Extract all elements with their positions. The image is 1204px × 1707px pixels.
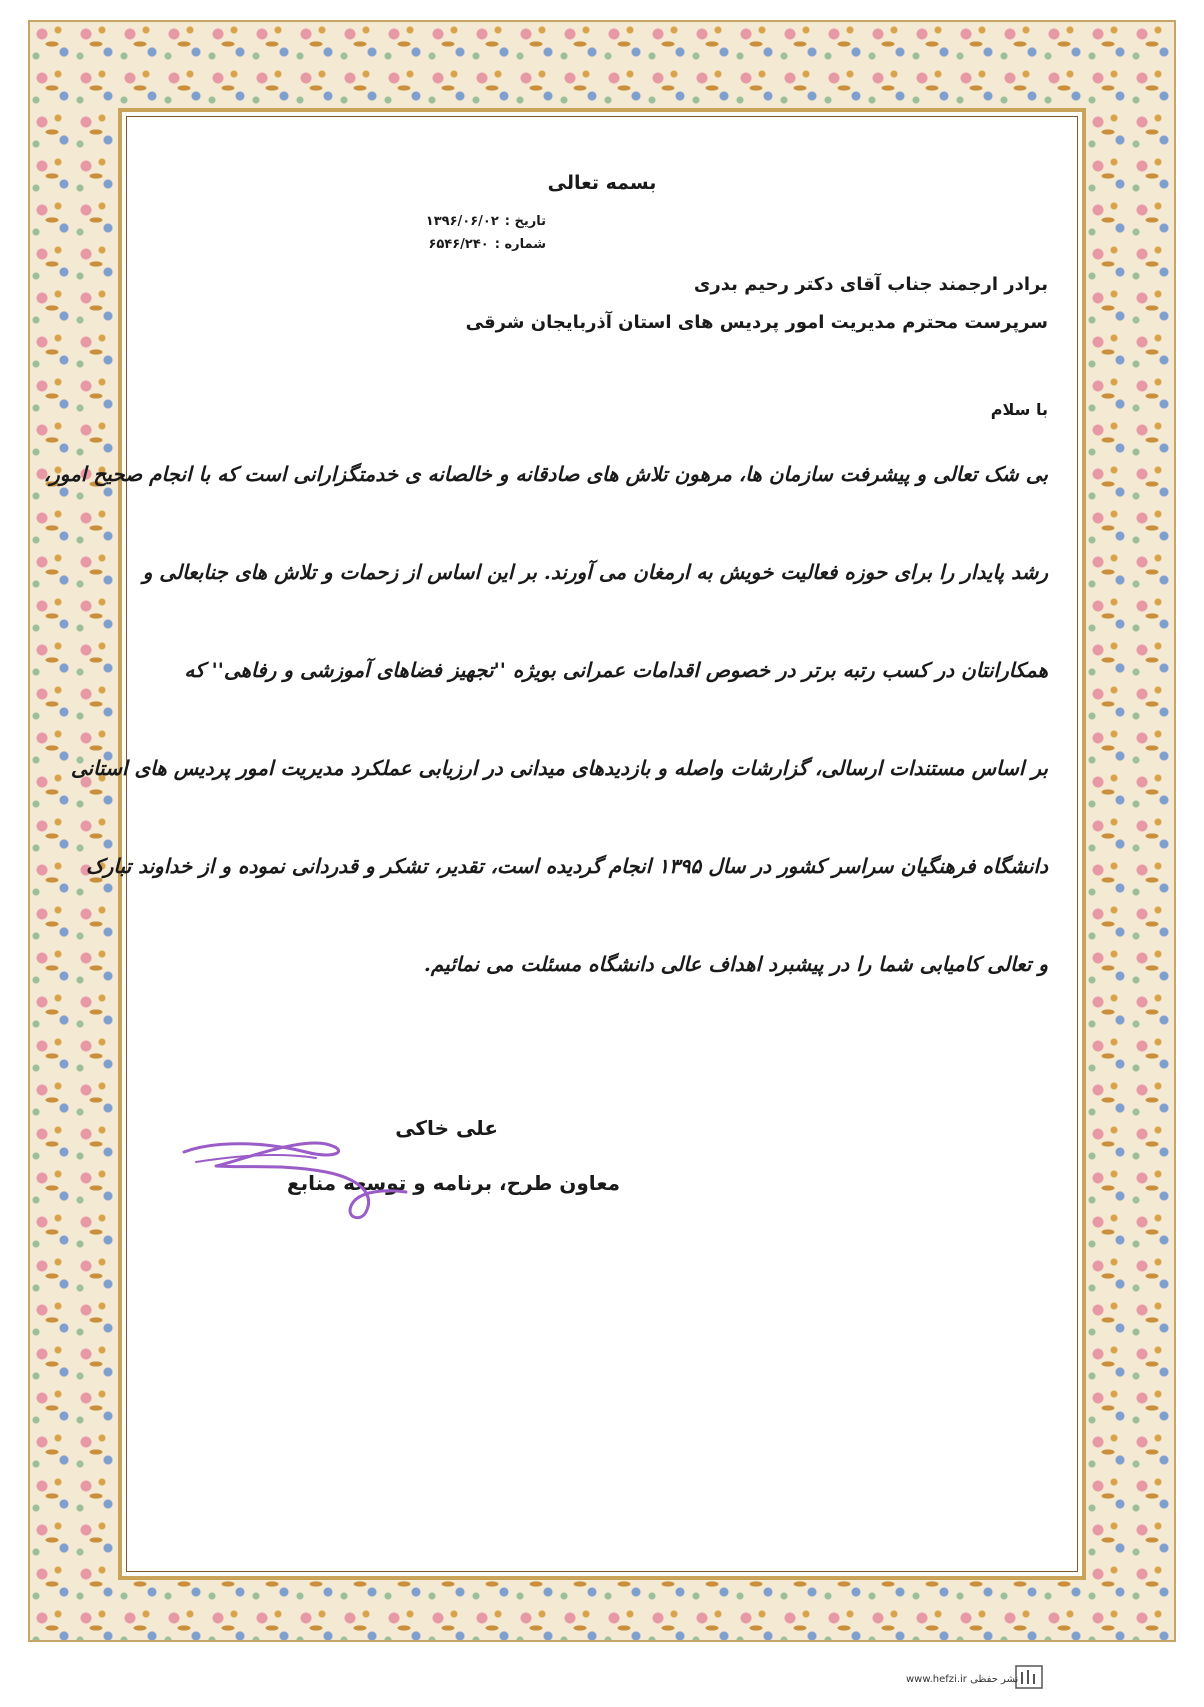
greeting: با سلام	[990, 400, 1048, 419]
publisher-logo-icon	[1014, 1664, 1044, 1690]
date-value: ۱۳۹۶/۰۶/۰۲	[425, 214, 499, 229]
body-line: رشد پایدار را برای حوزه فعالیت خویش به ارمغان می آورند. بر این اساس از زحمات و تلاش های جنابعالی و	[142, 560, 1048, 584]
letter-content	[43, 116, 1078, 1572]
number-label: شماره :	[494, 237, 546, 252]
handwritten-signature	[176, 1122, 416, 1232]
number-line	[346, 237, 546, 252]
body-line: همکارانتان در کسب رتبه برتر در خصوص اقدامات عمرانی بویژه ''تجهیز فضاهای آموزشی و رفاهی'' که	[184, 658, 1048, 682]
body-line: دانشگاه فرهنگیان سراسر کشور در سال ۱۳۹۵ انجام گردیده است، تقدیر، تشکر و قدردانی نموده و از خداوند تبارک	[85, 854, 1048, 878]
signer-position: معاون طرح، برنامه و توسعه منابع	[286, 1171, 620, 1195]
body-line: و تعالی کامیابی شما را در پیشبرد اهداف عالی دانشگاه مسئلت می نمائیم.	[423, 952, 1048, 976]
publisher-footer: www.hefzi.ir نشر حفظی	[906, 1674, 1019, 1685]
body-line: بی شک تعالی و پیشرفت سازمان ها، مرهون تلاش های صادقانه و خالصانه ی خدمتگزارانی است که با انجام صحیح امور،	[43, 462, 1048, 486]
invocation-heading: بسمه تعالی	[547, 172, 657, 194]
recipient-title: سرپرست محترم مدیریت امور پردیس های استان آذربایجان شرقی	[465, 312, 1048, 333]
date-label: تاریخ :	[504, 214, 546, 229]
number-value: ۶۵۴۶/۲۴۰	[428, 237, 489, 252]
body-line: بر اساس مستندات ارسالی، گزارشات واصله و بازدیدهای میدانی در ارزیابی عملکرد مدیریت امور پردیس های استانی	[70, 756, 1048, 780]
recipient-name: برادر ارجمند جناب آقای دکتر رحیم بدری	[693, 274, 1048, 295]
date-line	[346, 214, 546, 229]
signer-name: علی خاکی	[395, 1116, 498, 1140]
